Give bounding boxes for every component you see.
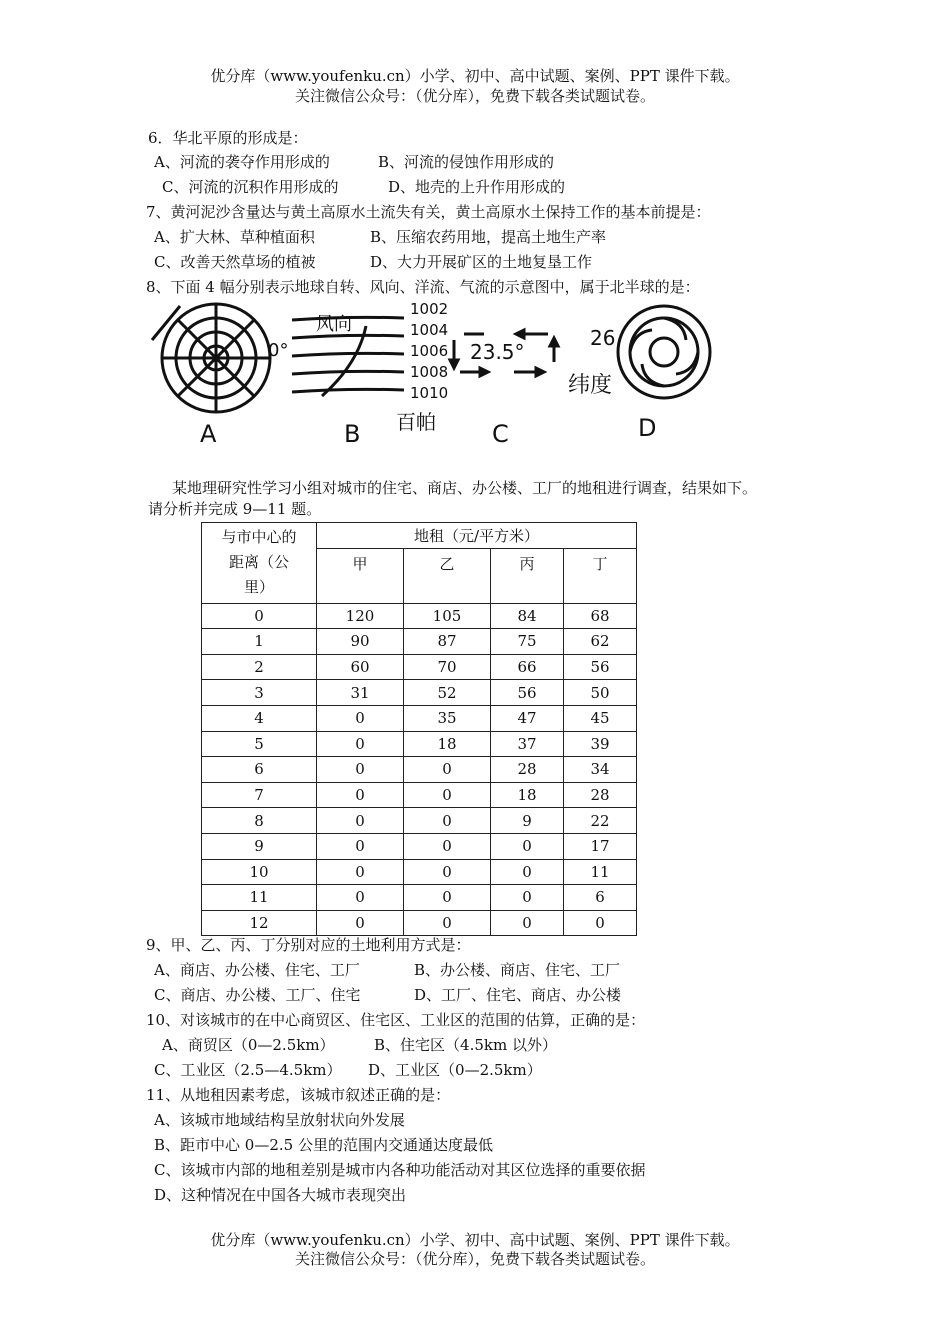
figure-b-label: B [344,420,361,448]
table-row [202,859,637,885]
q10-option-c: C、工业区（2.5—4.5km） [154,1061,342,1079]
table-cell: 0 [404,808,491,834]
table-cell: 28 [491,757,564,783]
q7-option-b: B、压缩农药用地，提高土地生产率 [370,228,607,246]
intro-line-1: 某地理研究性学习小组对城市的住宅、商店、办公楼、工厂的地租进行调查，结果如下。 [172,479,758,497]
table-cell: 18 [404,731,491,757]
q6-option-a: A、河流的袭夺作用形成的 [154,153,330,171]
q10-option-a: A、商贸区（0—2.5km） [162,1036,335,1054]
table-cell: 0 [317,833,404,859]
q9-option-a: A、商店、办公楼、住宅、工厂 [154,961,360,979]
figure-d-diagram [614,302,714,402]
table-row [202,731,637,757]
table-cell: 105 [404,603,491,629]
figure-b-isobar-2: 1004 [410,321,449,339]
col-header-jia: 甲 [317,548,404,603]
figure-d-latitude-label: 纬度 [568,373,613,398]
q11-option-b: B、距市中心 0—2.5 公里的范围内交通通达度最低 [154,1136,493,1154]
q7-option-a: A、扩大林、草种植面积 [154,228,315,246]
q6-option-b: B、河流的侵蚀作用形成的 [378,153,555,171]
table-cell: 10 [202,859,317,885]
table-cell: 45 [564,705,637,731]
table-cell: 0 [491,859,564,885]
table-cell: 7 [202,782,317,808]
table-cell: 90 [317,629,404,655]
distance-header-line: 距离（公 [228,553,289,572]
q11-option-c: C、该城市内部的地租差别是城市内各种功能活动对其区位选择的重要依据 [154,1161,646,1179]
q11-option-a: A、该城市地域结构呈放射状向外发展 [154,1111,405,1129]
q10-option-b: B、住宅区（4.5km 以外） [374,1036,557,1054]
table-cell: 28 [564,782,637,808]
table-cell: 3 [202,680,317,706]
table-cell: 8 [202,808,317,834]
table-row [202,680,637,706]
q9-option-d: D、工厂、住宅、商店、办公楼 [414,986,622,1004]
table-cell: 1 [202,629,317,655]
figure-b-wind-label: 风向 [316,314,352,335]
table-cell: 0 [404,782,491,808]
table-header-row-1 [202,523,637,549]
table-cell: 6 [564,885,637,911]
table-cell: 120 [317,603,404,629]
figure-c-latitude: 23.5° [470,340,525,364]
col-header-yi: 乙 [404,548,491,603]
table-cell: 11 [202,885,317,911]
table-cell: 34 [564,757,637,783]
table-cell: 87 [404,629,491,655]
q10-stem: 10、对该城市的在中心商贸区、住宅区、工业区的范围的估算，正确的是： [146,1011,646,1029]
table-cell: 0 [317,782,404,808]
table-cell: 17 [564,833,637,859]
table-cell: 0 [491,833,564,859]
table-row [202,910,637,936]
table-cell: 4 [202,705,317,731]
table-cell: 0 [317,859,404,885]
figure-b-isobar-4: 1008 [410,363,449,381]
table-row [202,833,637,859]
table-cell: 6 [202,757,317,783]
table-cell: 0 [404,757,491,783]
table-row [202,782,637,808]
q7-option-c: C、改善天然草场的植被 [154,253,316,271]
table-cell: 0 [317,885,404,911]
table-cell: 39 [564,731,637,757]
table-cell: 0 [202,603,317,629]
table-cell: 0 [317,757,404,783]
header-line-2: 关注微信公众号：（优分库），免费下载各类试题试卷。 [294,87,655,105]
figure-b-isobar-3: 1006 [410,342,449,360]
q8-stem: 8、下面 4 幅分别表示地球自转、风向、洋流、气流的示意图中，属于北半球的是： [146,278,700,296]
table-cell: 37 [491,731,564,757]
table-cell: 31 [317,680,404,706]
table-cell: 50 [564,680,637,706]
q7-stem: 7、黄河泥沙含量达与黄土高原水土流失有关，黄土高原水土保持工作的基本前提是： [146,203,711,221]
figure-b-isobar-5: 1010 [410,384,449,402]
figure-a-angle: 0° [268,340,289,361]
footer-line-2: 关注微信公众号：（优分库），免费下载各类试题试卷。 [294,1250,655,1268]
table-cell: 0 [491,910,564,936]
table-cell: 68 [564,603,637,629]
q6-stem: 6．华北平原的形成是： [148,129,308,147]
table-cell: 0 [491,885,564,911]
q6-option-d: D、地壳的上升作用形成的 [388,178,566,196]
distance-header-line: 与市中心的 [221,528,297,547]
table-cell: 0 [404,910,491,936]
intro-line-2: 请分析并完成 9—11 题。 [148,500,322,518]
table-cell: 9 [202,833,317,859]
table-cell: 18 [491,782,564,808]
q10-option-d: D、工业区（0—2.5km） [368,1061,542,1079]
q7-option-d: D、大力开展矿区的土地复垦工作 [370,253,593,271]
table-row [202,757,637,783]
table-row [202,705,637,731]
table-cell: 22 [564,808,637,834]
table-row [202,654,637,680]
table-row [202,603,637,629]
q6-option-c: C、河流的沉积作用形成的 [162,178,339,196]
table-cell: 0 [564,910,637,936]
q8-figures [148,300,748,450]
distance-header [202,523,317,604]
figure-a-label: A [200,420,217,448]
table-cell: 12 [202,910,317,936]
land-rent-table [201,522,637,936]
table-cell: 62 [564,629,637,655]
table-row [202,885,637,911]
q9-option-b: B、办公楼、商店、住宅、工厂 [414,961,621,979]
table-cell: 9 [491,808,564,834]
table-cell: 5 [202,731,317,757]
figure-b-unit: 百帕 [396,410,436,434]
table-cell: 11 [564,859,637,885]
header-line-1: 优分库（www.youfenku.cn）小学、初中、高中试题、案例、PPT 课件下载。 [210,67,740,85]
table-cell: 0 [404,833,491,859]
table-cell: 75 [491,629,564,655]
table-cell: 2 [202,654,317,680]
distance-header-line: 里） [243,578,274,597]
q11-stem: 11、从地租因素考虑，该城市叙述正确的是： [146,1086,451,1104]
table-cell: 70 [404,654,491,680]
table-cell: 0 [317,808,404,834]
figure-b-isobar-1: 1002 [410,300,449,318]
table-cell: 56 [564,654,637,680]
q9-option-c: C、商店、办公楼、工厂、住宅 [154,986,361,1004]
table-cell: 0 [317,705,404,731]
figure-c-label: C [492,420,509,448]
table-cell: 47 [491,705,564,731]
figure-d-label: D [638,414,657,442]
table-row [202,808,637,834]
q11-option-d: D、这种情况在中国各大城市表现突出 [154,1186,407,1204]
table-cell: 66 [491,654,564,680]
col-header-ding: 丁 [564,548,637,603]
q9-stem: 9、甲、乙、丙、丁分别对应的土地利用方式是： [146,936,471,954]
footer-line-1: 优分库（www.youfenku.cn）小学、初中、高中试题、案例、PPT 课件下载。 [210,1231,740,1249]
table-cell: 84 [491,603,564,629]
table-cell: 0 [317,910,404,936]
table-cell: 52 [404,680,491,706]
table-cell: 35 [404,705,491,731]
figure-d-number: 26 [590,326,616,350]
rent-group-header: 地租（元/平方米） [317,523,637,549]
table-cell: 0 [317,731,404,757]
table-cell: 56 [491,680,564,706]
table-row [202,629,637,655]
table-cell: 0 [404,885,491,911]
table-cell: 60 [317,654,404,680]
col-header-bing: 丙 [491,548,564,603]
table-cell: 0 [404,859,491,885]
